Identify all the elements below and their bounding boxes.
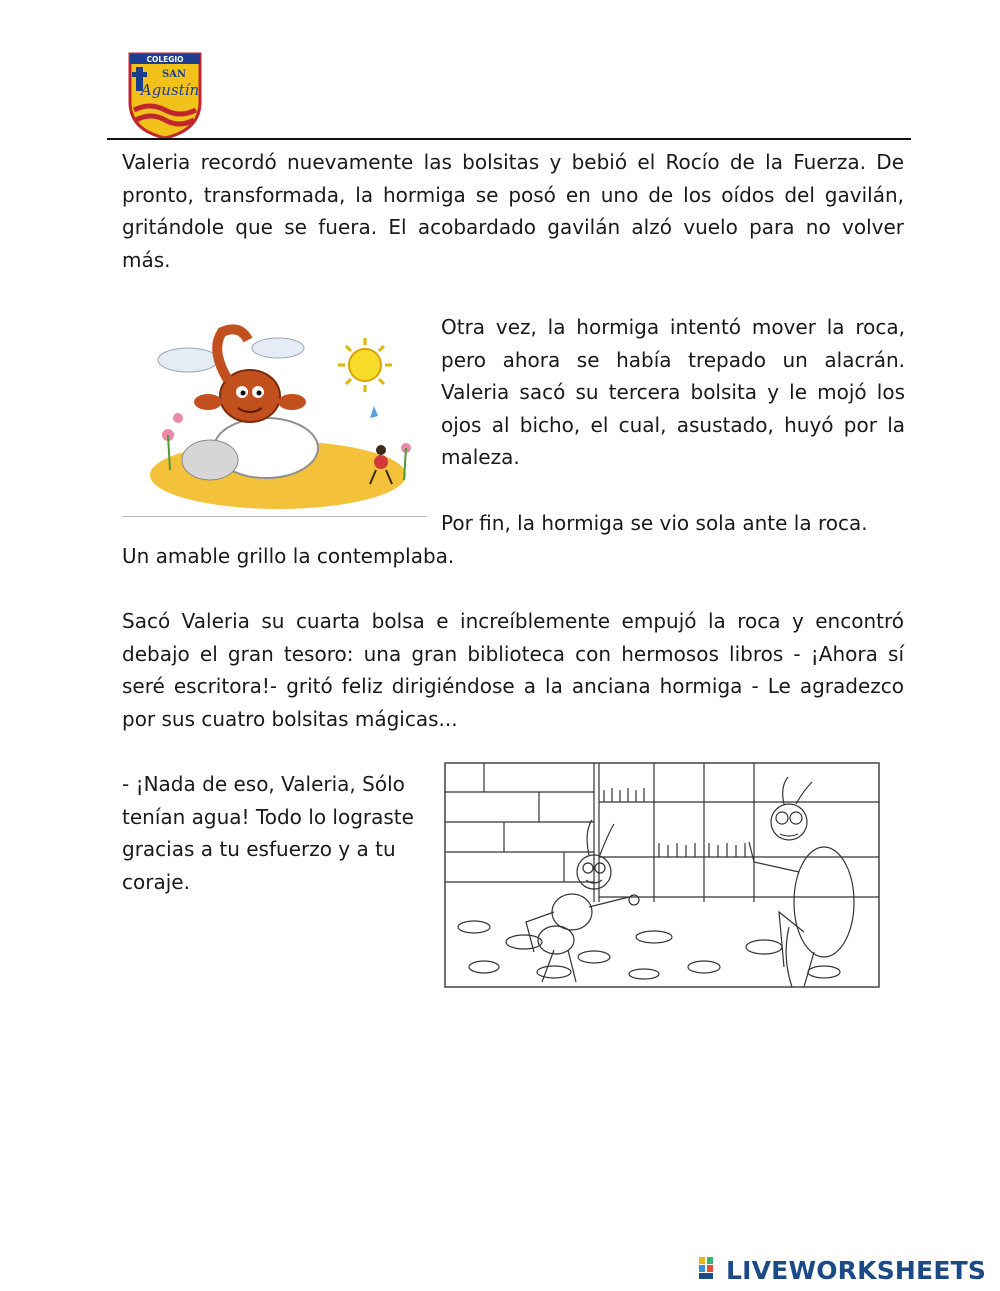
- logo-mid-text: SAN: [161, 69, 187, 80]
- logo-main-text: Agustín: [140, 81, 200, 99]
- story-paragraph-2: Otra vez, la hormiga intentó mover la roca, pero ahora se había trepado un alacrán. Valeria sacó su tercera bolsita y le mojó los ojos al bicho, el cual, asustado, huyó por la maleza.: [441, 315, 905, 469]
- illustration-divider: [122, 516, 427, 517]
- dialogue-line: tenían agua! Todo lo lograste: [122, 804, 414, 829]
- dialogue-line: gracias a tu esfuerzo y a tu: [122, 837, 396, 861]
- story-paragraph-3b: Un amable grillo la contemplaba.: [122, 544, 455, 568]
- liveworksheets-brand[interactable]: [698, 1256, 994, 1284]
- header-divider: [107, 138, 911, 140]
- brand-logo-icon: [698, 1256, 722, 1284]
- school-logo: [126, 50, 204, 140]
- brand-name: LIVEWORKSHEETS: [726, 1255, 987, 1285]
- scorpion-illustration: [148, 320, 426, 516]
- library-ants-illustration: [444, 762, 880, 988]
- logo-top-text: COLEGIO: [146, 55, 184, 64]
- dialogue-line: coraje.: [122, 869, 190, 894]
- dialogue-line: - ¡Nada de eso, Valeria, Sólo: [122, 772, 405, 796]
- story-paragraph-4: Sacó Valeria su cuarta bolsa e increíblemente empujó la roca y encontró debajo el gran tesoro: una gran biblioteca con hermosos libros - ¡Ahora sí seré escritora!- gritó feliz dirigiéndose a la anciana hormiga - Le agradezco por sus cuatro bolsitas mágicas...: [122, 609, 904, 731]
- story-paragraph-1: Valeria recordó nuevamente las bolsitas y bebió el Rocío de la Fuerza. De pronto, transformada, la hormiga se posó en uno de los oídos del gavilán, gritándole que se fuera. El acobardado gavilán alzó vuelo para no volver más.: [122, 150, 904, 272]
- story-paragraph-3a: Por fin, la hormiga se vio sola ante la roca.: [441, 511, 868, 535]
- story-paragraph-5: [122, 768, 432, 898]
